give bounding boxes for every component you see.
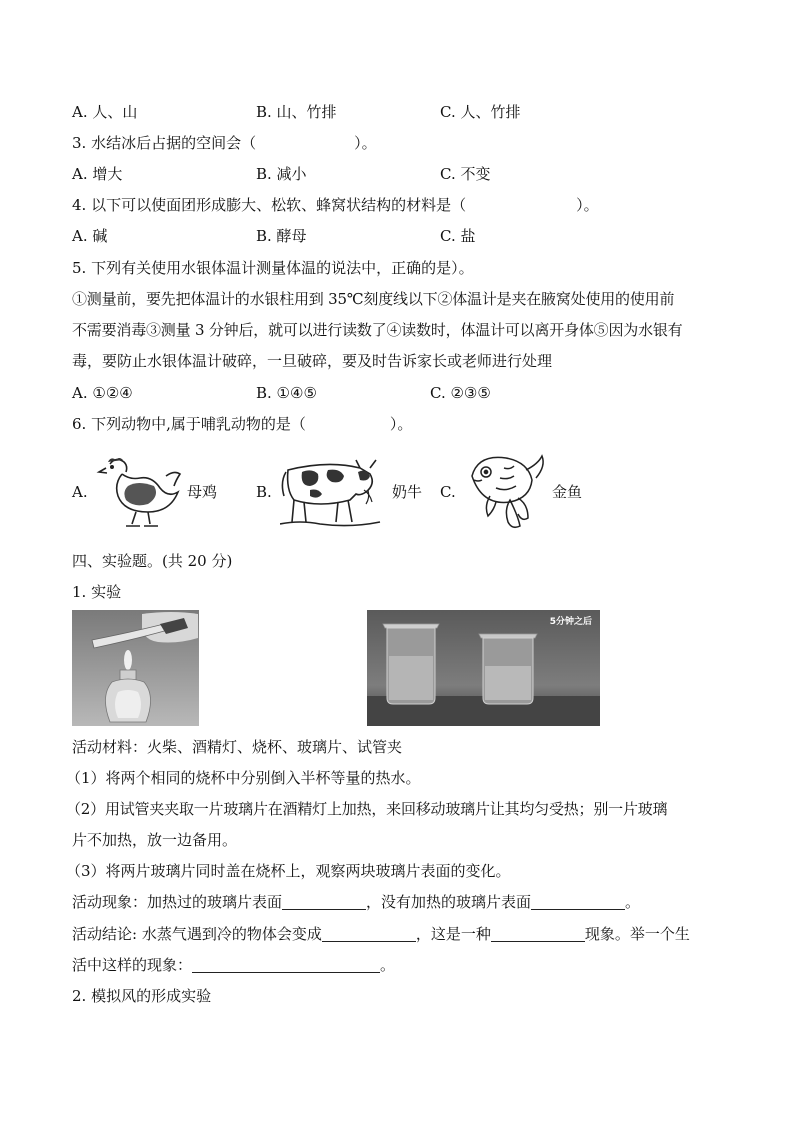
- exp1-conclusion-line2: [72, 955, 395, 975]
- q4-option-a: A. 碱: [72, 227, 108, 245]
- exp1-step2-line1: （2）用试管夹夹取一片玻璃片在酒精灯上加热，来回移动玻璃片让其均匀受热；别一片玻璃: [66, 800, 668, 818]
- q5-option-a: A. ①②④: [72, 384, 133, 402]
- heating-glass-photo: [72, 610, 199, 726]
- q6-stem-end: ）。: [389, 415, 413, 433]
- life-example-blank[interactable]: [192, 956, 380, 973]
- q5-option-b: B. ①④⑤: [256, 384, 317, 402]
- heated-glass-blank[interactable]: [282, 893, 366, 910]
- q5-stem: 5. 下列有关使用水银体温计测量体温的说法中，正确的是）。: [72, 259, 474, 277]
- exp1-phenomenon: [72, 892, 640, 912]
- phenomenon-text-c: 。: [625, 893, 641, 911]
- q3-option-c: C. 不变: [440, 165, 491, 183]
- q4-option-c: C. 盐: [440, 227, 476, 245]
- q4-stem: [72, 195, 599, 215]
- exp2-title: 2. 模拟风的形成实验: [72, 987, 212, 1005]
- goldfish-illustration: [466, 448, 548, 532]
- q6-option-b-letter: B.: [256, 483, 272, 501]
- q6-stem: [72, 414, 412, 434]
- conclusion-text-c: 现象。举一个生: [584, 925, 690, 943]
- exp1-step3: （3）将两片玻璃片同时盖在烧杯上，观察两块玻璃片表面的变化。: [66, 862, 511, 880]
- exp1-step2-line2: 片不加热，放一边备用。: [72, 831, 238, 849]
- q2-option-a: A. 人、山: [72, 103, 138, 121]
- conclusion-text-b: ，这是一种: [415, 925, 491, 943]
- phenomenon-text-b: ，没有加热的玻璃片表面: [366, 893, 532, 911]
- condense-into-blank[interactable]: [322, 925, 416, 942]
- q5-body-line3: 毒，要防止水银体温计破碎，一旦破碎，要及时告诉家长或老师进行处理: [72, 352, 553, 370]
- q6-option-c-label: 金鱼: [552, 483, 583, 501]
- q6-option-a-letter: A.: [72, 483, 88, 501]
- q2-option-b: B. 山、竹排: [256, 103, 337, 121]
- q4-stem-text: 4. 以下可以使面团形成膨大、松软、蜂窝状结构的材料是（: [72, 196, 467, 214]
- exp1-step1: （1）将两个相同的烧杯中分别倒入半杯等量的热水。: [66, 769, 421, 787]
- q2-option-c: C. 人、竹排: [440, 103, 521, 121]
- phenomenon-text-a: 活动现象：加热过的玻璃片表面: [72, 893, 283, 911]
- cow-illustration: [280, 450, 388, 528]
- q4-option-b: B. 酵母: [256, 227, 307, 245]
- beakers-photo-caption: 5分钟之后: [549, 617, 592, 627]
- q3-stem: [72, 133, 377, 153]
- exp1-materials: 活动材料：火柴、酒精灯、烧杯、玻璃片、试管夹: [72, 738, 403, 756]
- hen-illustration: [96, 450, 186, 530]
- beakers-photo: [367, 610, 600, 726]
- q3-option-b: B. 减小: [256, 165, 307, 183]
- q5-body-line1: ①测量前，要先把体温计的水银柱用到 35℃刻度线以下②体温计是夹在腋窝处使用的使用前: [72, 290, 675, 308]
- q6-option-c-letter: C.: [440, 483, 456, 501]
- conclusion-text-a: 活动结论: 水蒸气遇到冷的物体会变成: [72, 925, 322, 943]
- exp1-conclusion: [72, 924, 690, 944]
- q6-option-b-label: 奶牛: [392, 483, 423, 501]
- exp1-title: 1. 实验: [72, 583, 122, 601]
- phenomenon-type-blank[interactable]: [491, 925, 585, 942]
- q5-body-line2: 不需要消毒③测量 3 分钟后，就可以进行读数了④读数时，体温计可以离开身体⑤因为水银有: [72, 321, 683, 339]
- unheated-glass-blank[interactable]: [531, 893, 625, 910]
- conclusion2-text-a: 活中这样的现象：: [72, 956, 193, 974]
- conclusion2-text-b: 。: [380, 956, 396, 974]
- q6-option-a-label: 母鸡: [187, 483, 218, 501]
- section4-title: 四、实验题。(共 20 分): [72, 552, 233, 570]
- q3-stem-text: 3. 水结冰后占据的空间会（: [72, 134, 257, 152]
- q3-option-a: A. 增大: [72, 165, 123, 183]
- q4-stem-end: ）。: [576, 196, 599, 214]
- q5-option-c: C. ②③⑤: [430, 384, 491, 402]
- q6-stem-text: 6. 下列动物中,属于哺乳动物的是（: [72, 415, 306, 433]
- q3-stem-end: ）。: [354, 134, 377, 152]
